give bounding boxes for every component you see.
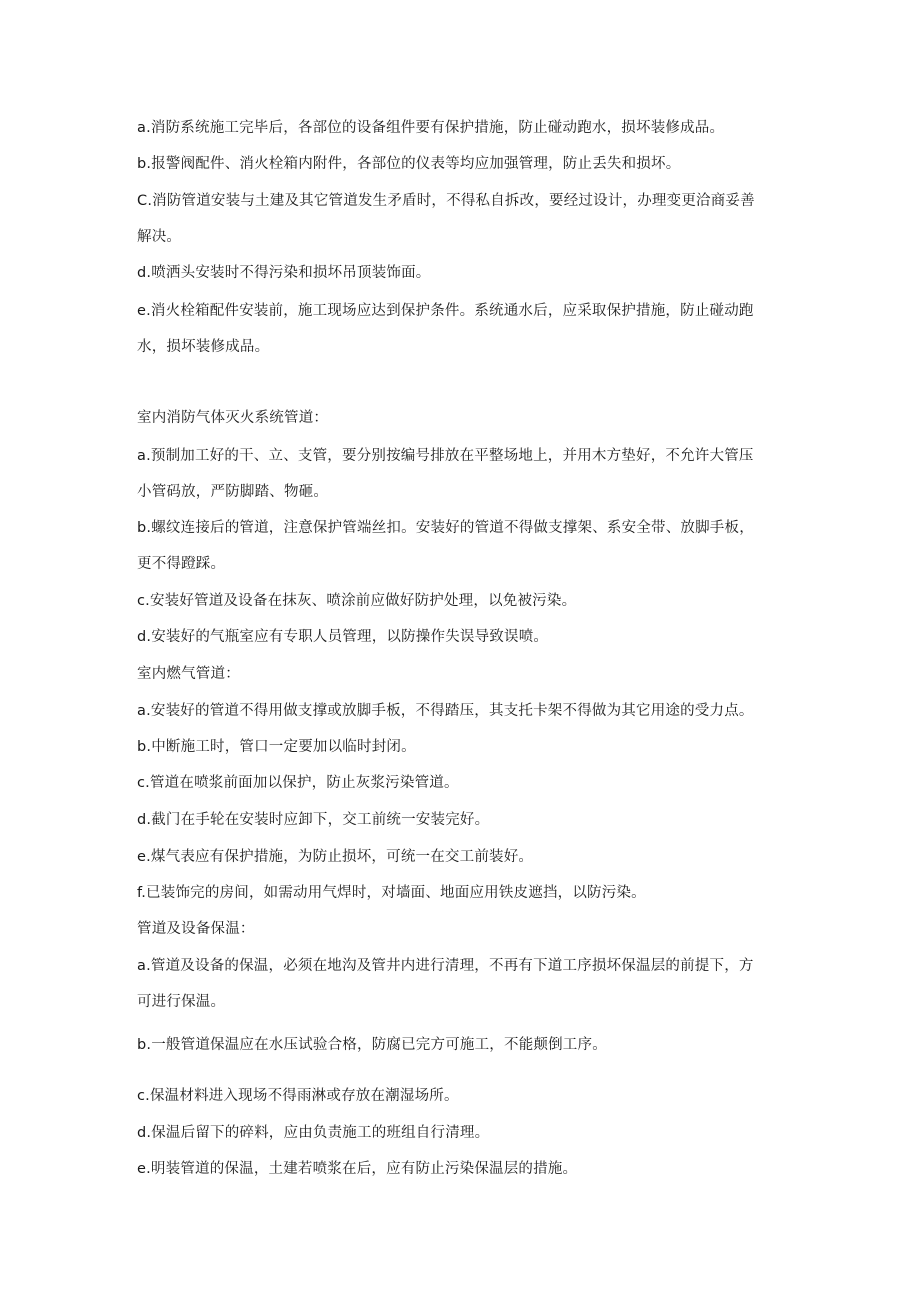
fire-system-item-b: b.报警阀配件、消火栓箱内附件，各部位的仪表等均应加强管理，防止丢失和损坏。 [137,156,681,172]
gas-fire-item-b-line1: b.螺纹连接后的管道，注意保护管端丝扣。安装好的管道不得做支撑架、系安全带、放脚手板， [137,520,754,536]
insulation-item-d: d.保温后留下的碎料，应由负责施工的班组自行清理。 [137,1125,490,1141]
fire-system-item-e-line2: 水，损坏装修成品。 [137,339,270,355]
fire-system-item-c-line2: 解决。 [137,229,182,245]
insulation-heading: 管道及设备保温： [137,921,255,937]
gas-fire-item-a-line2: 小管码放，严防脚踏、物砸。 [137,484,329,500]
gas-pipe-item-d: d.截门在手轮在安装时应卸下，交工前统一安装完好。 [137,812,490,828]
insulation-item-a-line1: a.管道及设备的保温，必须在地沟及管井内进行清理，不再有下道工序损坏保温层的前提下，方 [137,958,754,974]
insulation-item-e: e.明装管道的保温，土建若喷浆在后，应有防止污染保温层的措施。 [137,1161,578,1177]
fire-system-item-e-line1: e.消火栓箱配件安装前，施工现场应达到保护条件。系统通水后，应采取保护措施，防止碰动跑 [137,303,754,319]
gas-fire-heading: 室内消防气体灭火系统管道： [137,410,329,426]
fire-system-item-c-line1: C.消防管道安装与土建及其它管道发生矛盾时，不得私自拆改，要经过设计，办理变更洽商妥善 [137,193,755,209]
gas-pipe-item-f: f.已装饰完的房间，如需动用气焊时，对墙面、地面应用铁皮遮挡，以防污染。 [137,885,646,901]
insulation-item-a-line2: 可进行保温。 [137,994,226,1010]
gas-fire-item-d: d.安装好的气瓶室应有专职人员管理，以防操作失误导致误喷。 [137,629,549,645]
gas-fire-item-c: c.安装好管道及设备在抹灰、喷涂前应做好防护处理，以免被污染。 [137,593,577,609]
fire-system-item-a: a.消防系统施工完毕后，各部位的设备组件要有保护措施，防止碰动跑水，损坏装修成品。 [137,120,725,136]
gas-fire-item-a-line1: a.预制加工好的干、立、支管，要分别按编号排放在平整场地上，并用木方垫好，不允许大管压 [137,448,754,464]
gas-pipe-item-e: e.煤气表应有保护措施，为防止损坏，可统一在交工前装好。 [137,849,534,865]
gas-pipe-item-c: c.管道在喷浆前面加以保护，防止灰浆污染管道。 [137,775,459,791]
gas-fire-item-b-line2: 更不得蹬踩。 [137,556,226,572]
insulation-item-b: b.一般管道保温应在水压试验合格，防腐已完方可施工，不能颠倒工序。 [137,1037,607,1053]
fire-system-item-d: d.喷洒头安装时不得污染和损坏吊顶装饰面。 [137,265,431,281]
gas-pipe-heading: 室内燃气管道： [137,666,240,682]
insulation-item-c: c.保温材料进入现场不得雨淋或存放在潮湿场所。 [137,1088,459,1104]
gas-pipe-item-b: b.中断施工时，管口一定要加以临时封闭。 [137,739,416,755]
gas-pipe-item-a: a.安装好的管道不得用做支撑或放脚手板，不得踏压，其支托卡架不得做为其它用途的受力点。 [137,703,754,719]
